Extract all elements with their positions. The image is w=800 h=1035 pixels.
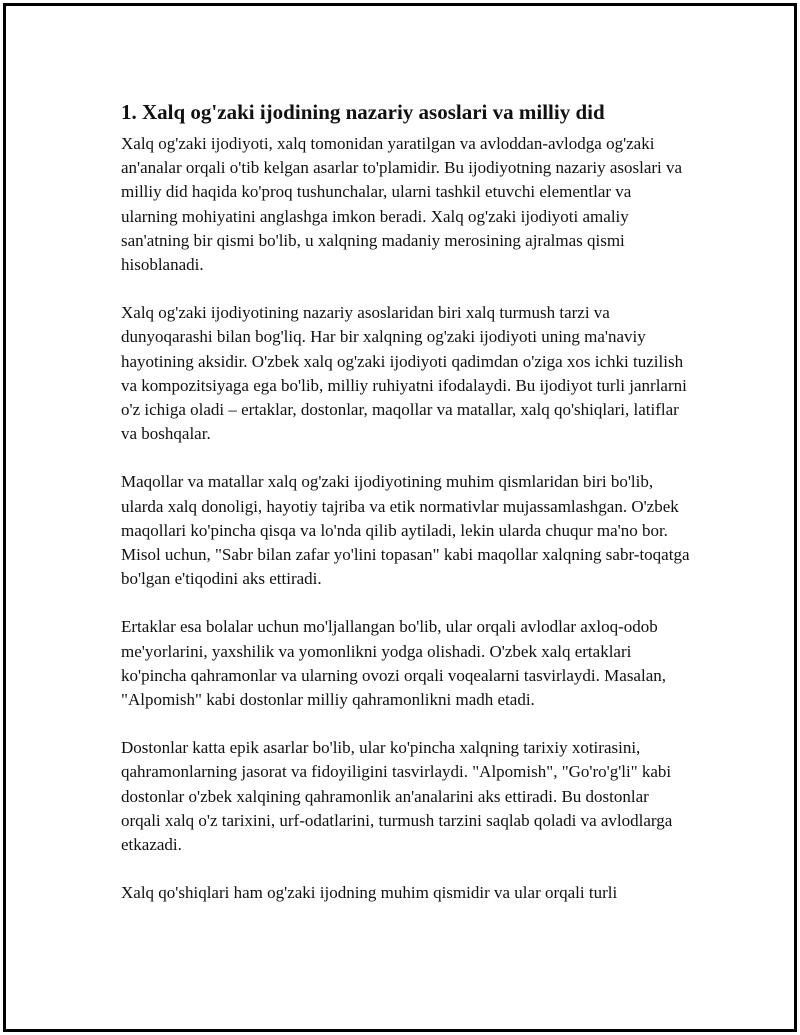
- section-heading: 1. Xalq og'zaki ijodining nazariy asoslari va milliy did: [121, 100, 605, 124]
- page-frame: [3, 3, 797, 1032]
- paragraph: Maqollar va matallar xalq og'zaki ijodiyotining muhim qismlaridan biri bo'lib, ularda xalq donoligi, hayotiy tajriba va etik normativlar mujassamlashgan. O'zbek maqollari ko'pincha qisqa va lo'nda qilib aytiladi, lekin ularda chuqur ma'no bor. Misol uchun, "Sabr bilan zafar yo'lini topasan" kabi maqollar xalqning sabr-toqatga bo'lgan e'tiqodini aks ettiradi.: [121, 472, 690, 589]
- paragraph: Ertaklar esa bolalar uchun mo'ljallangan bo'lib, ular orqali avlodlar axloq-odob me'yorlarini, yaxshilik va yomonlikni yodga olishadi. O'zbek xalq ertaklari ko'pincha qahramonlar va ularning ovozi orqali voqealarni tasvirlaydi. Masalan, "Alpomish" kabi dostonlar milliy qahramonlikni madh etadi.: [121, 617, 666, 710]
- paragraph: Xalq og'zaki ijodiyotining nazariy asoslaridan biri xalq turmush tarzi va dunyoqarashi bilan bog'liq. Har bir xalqning og'zaki ijodiyoti uning ma'naviy hayotining aksidir. O'zbek xalq og'zaki ijodiyoti qadimdan o'ziga xos ichki tuzilish va kompozitsiyaga ega bo'lib, milliy ruhiyatni ifodalaydi. Bu ijodiyot turli janrlarni o'z ichiga oladi – ertaklar, dostonlar, maqollar va matallar, xalq qo'shiqlari, latiflar va boshqalar.: [121, 303, 687, 444]
- paragraph: Xalq qo'shiqlari ham og'zaki ijodning muhim qismidir va ular orqali turli: [121, 883, 618, 903]
- paragraph: Xalq og'zaki ijodiyoti, xalq tomonidan yaratilgan va avloddan-avlodga og'zaki an'analar orqali o'tib kelgan asarlar to'plamidir. Bu ijodiyotning nazariy asoslari va milliy did haqida ko'proq tushunchalar, ularni tashkil etuvchi elementlar va ularning mohiyatini anglashga imkon beradi. Xalq og'zaki ijodiyoti amaliy san'atning bir qismi bo'lib, u xalqning madaniy merosining ajralmas qismi hisoblanadi.: [121, 134, 683, 275]
- paragraph: Dostonlar katta epik asarlar bo'lib, ular ko'pincha xalqning tarixiy xotirasini, qahramonlarning jasorat va fidoyiligini tasvirlaydi. "Alpomish", "Go'ro'g'li" kabi dostonlar o'zbek xalqining qahramonlik an'analarini aks ettiradi. Bu dostonlar orqali xalq o'z tarixini, urf-odatlarini, turmush tarzini saqlab qoladi va avlodlarga etkazadi.: [121, 738, 673, 855]
- document-body: [121, 98, 691, 929]
